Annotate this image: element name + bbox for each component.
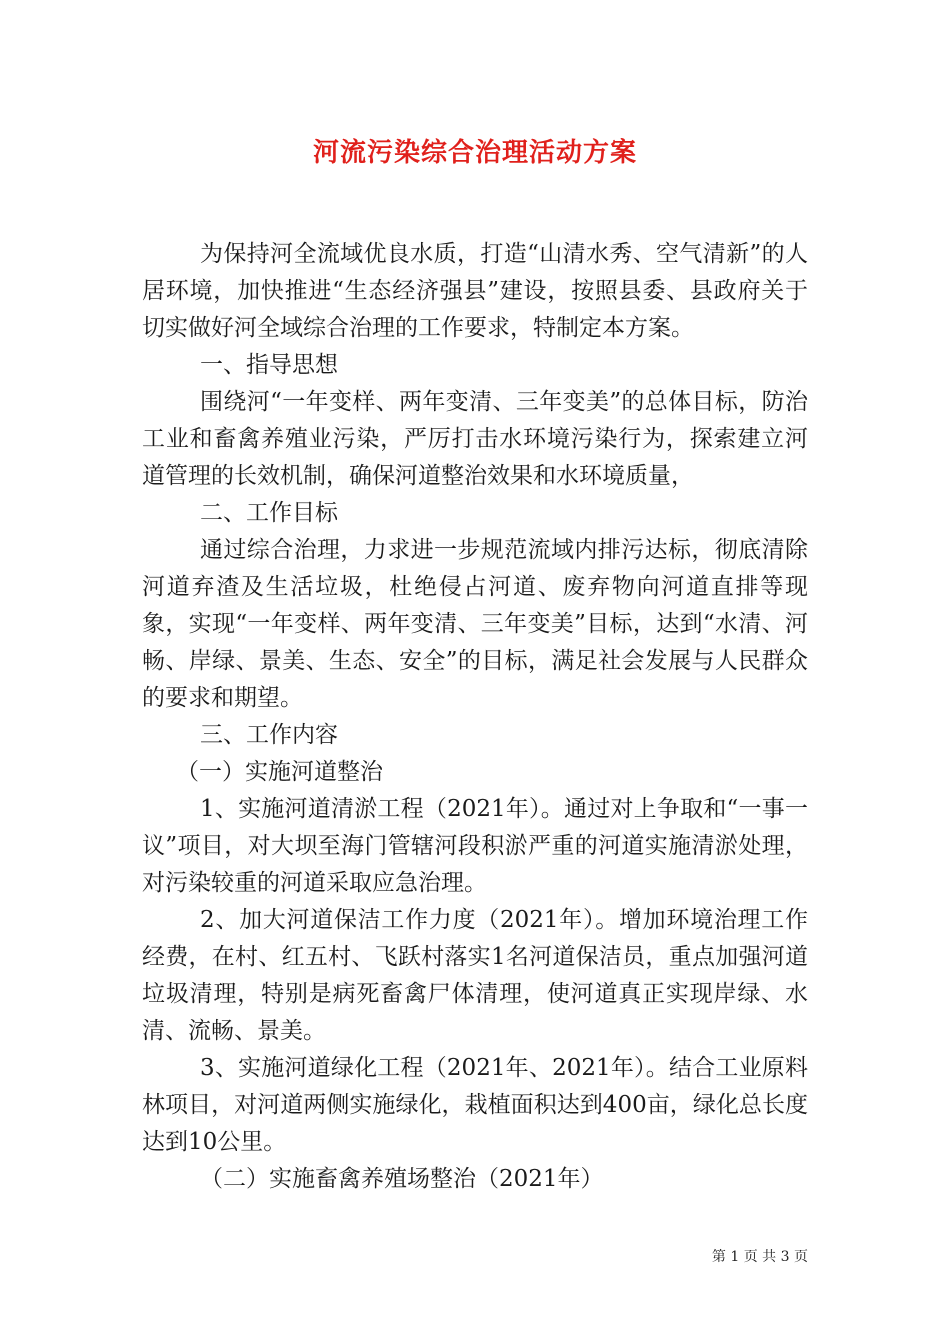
paragraph-item-3: 3、实施河道绿化工程（2021年、2021年）。结合工业原料林项目，对河道两侧实施绿化，栽植面积达到400亩，绿化总长度达到10公里。 [142, 1055, 808, 1155]
page-number: 第 1 页 共 3 页 [711, 1249, 808, 1265]
document-title: 河流污染综合治理活动方案 [312, 138, 637, 168]
document-body [142, 236, 808, 1198]
heading-guiding-ideology: 一、指导思想 [200, 352, 338, 378]
paragraph-work-goals: 通过综合治理，力求进一步规范流域内排污达标，彻底清除河道弃渣及生活垃圾，杜绝侵占河道、废弃物向河道直排等现象，实现“一年变样、两年变清、三年变美”目标，达到“水清、河畅、岸绿、景美、生态、安全”的目标，满足社会发展与人民群众的要求和期望。 [142, 537, 808, 711]
heading-work-goals: 二、工作目标 [200, 500, 338, 526]
subheading-river-rectification: （一）实施河道整治 [176, 759, 383, 785]
paragraph-item-1: 1、实施河道清淤工程（2021年）。通过对上争取和“一事一议”项目，对大坝至海门管辖河段积淤严重的河道实施清淤处理，对污染较重的河道采取应急治理。 [142, 796, 808, 896]
paragraph-intro: 为保持河全流域优良水质，打造“山清水秀、空气清新”的人居环境，加快推进“生态经济强县”建设，按照县委、县政府关于切实做好河全域综合治理的工作要求，特制定本方案。 [142, 241, 808, 341]
paragraph-item-2: 2、加大河道保洁工作力度（2021年）。增加环境治理工作经费，在村、红五村、飞跃村落实1名河道保洁员，重点加强河道垃圾清理，特别是病死畜禽尸体清理，使河道真正实现岸绿、水清、流畅、景美。 [142, 907, 808, 1044]
subheading-livestock-rectification: （二）实施畜禽养殖场整治（2021年） [200, 1166, 604, 1192]
heading-work-content: 三、工作内容 [200, 722, 338, 748]
paragraph-guiding-ideology: 围绕河“一年变样、两年变清、三年变美”的总体目标，防治工业和畜禽养殖业污染，严厉打击水环境污染行为，探索建立河道管理的长效机制，确保河道整治效果和水环境质量， [142, 389, 808, 489]
